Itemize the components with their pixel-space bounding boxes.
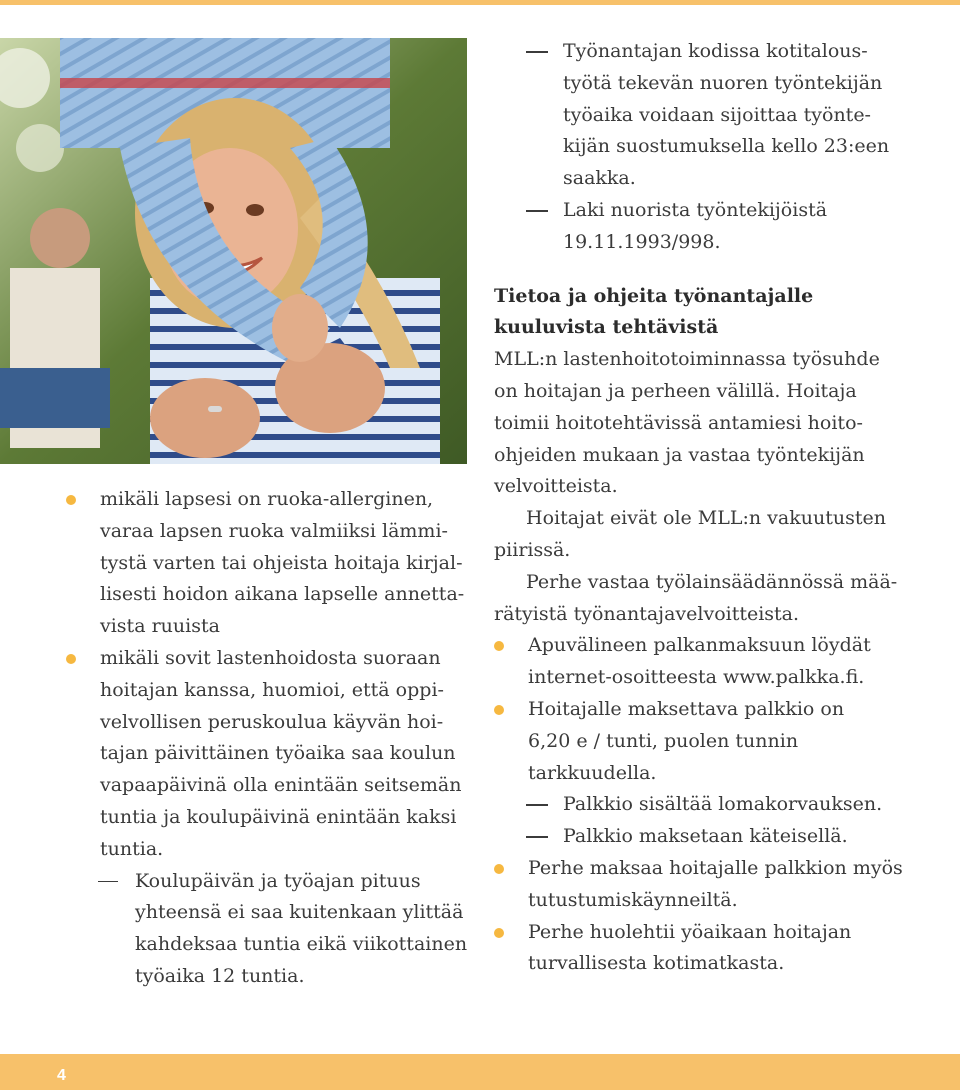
text-line: velvollisen peruskoulua käyvän hoi- <box>100 710 444 733</box>
text-line: MLL:n lastenhoitotoiminnassa työsuhde <box>494 348 880 371</box>
page-number: 4 <box>57 1067 66 1084</box>
heading-line: Tietoa ja ohjeita työnantajalle <box>494 284 814 307</box>
bullet-school-age-caregiver <box>66 643 466 866</box>
text-line: saakka. <box>563 167 636 190</box>
text-line: 19.11.1993/998. <box>563 230 721 253</box>
dash-max-working-hours <box>66 866 466 993</box>
bullet-food-allergy <box>66 484 466 643</box>
text-line: vista ruuista <box>100 615 220 638</box>
text-line: Perhe huolehtii yöaikaan hoitajan <box>528 920 852 943</box>
bullet-hourly-fee <box>494 694 914 789</box>
text-line: tarkkuudella. <box>528 761 657 784</box>
text-line: rätyistä työnantajavelvoitteista. <box>494 602 800 625</box>
text-line: Apuvälineen palkanmaksuun löydät <box>528 634 871 657</box>
text-line: tystä varten tai ohjeista hoitaja kirjal- <box>100 551 463 574</box>
text-line: työaika 12 tuntia. <box>135 964 305 987</box>
text-line: Hoitajalle maksettava palkkio on <box>528 697 845 720</box>
text-line: ohjeiden mukaan ja vastaa työntekijän <box>494 443 865 466</box>
paragraph-employment-relationship <box>494 344 914 503</box>
bullet-introduction-visits <box>494 853 914 917</box>
text-line: toimii hoitotehtävissä antamiesi hoito- <box>494 411 863 434</box>
text-line: internet-osoitteesta www.palkka.fi. <box>528 666 865 689</box>
text-line: velvoitteista. <box>494 475 618 498</box>
text-line: lisesti hoidon aikana lapselle annetta- <box>100 583 465 606</box>
dash-law-reference <box>494 195 914 259</box>
text-line: Laki nuorista työntekijöistä <box>563 198 828 221</box>
text-line: Hoitajat eivät ole MLL:n vakuutusten <box>526 507 886 530</box>
footer-bar <box>0 1054 960 1090</box>
text-line: tuntia. <box>100 837 164 860</box>
text-line: piirissä. <box>494 538 571 561</box>
bullet-payroll-tool <box>494 630 914 694</box>
text-line: hoitajan kanssa, huomioi, että oppi- <box>100 678 444 701</box>
text-line: 6,20 e / tunti, puolen tunnin <box>528 729 799 752</box>
dash-evening-work-time <box>494 36 914 195</box>
text-line: tutustumiskäynneiltä. <box>528 888 738 911</box>
right-text-column <box>494 36 914 980</box>
text-line: mikäli sovit lastenhoidosta suoraan <box>100 646 441 669</box>
text-line: turvallisesta kotimatkasta. <box>528 952 785 975</box>
text-line: Koulupäivän ja työajan pituus <box>135 869 421 892</box>
paragraph-employer-obligations <box>494 567 914 631</box>
photo-girl-hugged <box>0 38 467 464</box>
heading-line: kuuluvista tehtävistä <box>494 316 719 339</box>
text-line: Perhe maksaa hoitajalle palkkion myös <box>528 856 903 879</box>
bullet-safe-trip-home <box>494 917 914 981</box>
text-line: vapaapäivinä olla enintään seitsemän <box>100 774 462 797</box>
text-line: työtä tekevän nuoren työntekijän <box>563 71 883 94</box>
text-line: yhteensä ei saa kuitenkaan ylittää <box>135 901 464 924</box>
text-line: on hoitajan ja perheen välillä. Hoitaja <box>494 379 857 402</box>
dash-cash-payment <box>494 821 914 853</box>
photo-illustration <box>0 38 467 464</box>
text-line: tuntia ja koulupäivinä enintään kaksi <box>100 805 457 828</box>
text-line: Työnantajan kodissa kotitalous- <box>563 40 868 62</box>
text-line: varaa lapsen ruoka valmiiksi lämmi- <box>100 519 448 542</box>
text-line: kahdeksaa tuntia eikä viikottainen <box>135 933 468 956</box>
left-text-column <box>66 484 466 993</box>
paragraph-insurance <box>494 503 914 567</box>
text-line: mikäli lapsesi on ruoka-allerginen, <box>100 488 434 510</box>
top-accent-bar <box>0 0 960 5</box>
text-line: tajan päivittäinen työaika saa koulun <box>100 742 456 765</box>
text-line: Perhe vastaa työlainsäädännössä mää- <box>526 570 898 593</box>
dash-holiday-compensation <box>494 789 914 821</box>
section-heading <box>494 281 914 345</box>
text-line: kijän suostumuksella kello 23:een <box>563 135 890 158</box>
text-line: työaika voidaan sijoittaa työnte- <box>563 103 871 126</box>
text-line: Palkkio maksetaan käteisellä. <box>563 825 848 848</box>
text-line: Palkkio sisältää lomakorvauksen. <box>563 793 883 816</box>
